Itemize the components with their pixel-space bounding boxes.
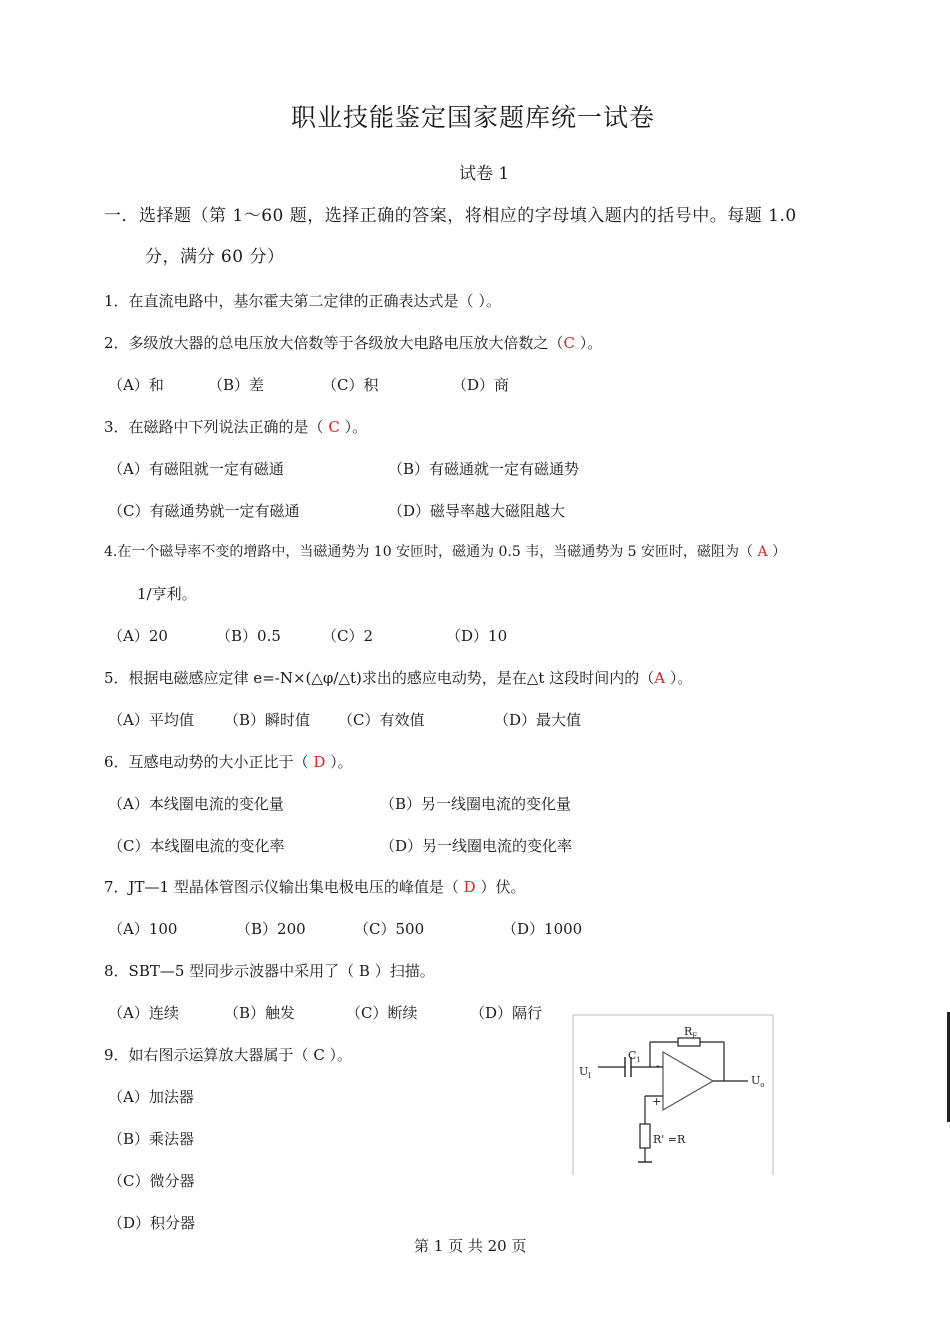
option-5d: （D）最大值 bbox=[494, 711, 582, 729]
option-8d: （D）隔行 bbox=[470, 1004, 543, 1022]
option-6c: （C）本线圈电流的变化率 bbox=[108, 837, 285, 855]
option-3d: （D）磁导率越大磁阻越大 bbox=[388, 502, 566, 520]
option-2c: （C）积 bbox=[322, 376, 379, 394]
option-9c: （C）微分器 bbox=[108, 1172, 195, 1190]
question-3-end: ）。 bbox=[339, 418, 368, 436]
option-7d: （D）1000 bbox=[502, 920, 583, 938]
option-3a: （A）有磁阻就一定有磁通 bbox=[108, 460, 284, 478]
question-8: 8．SBT—5 型同步示波器中采用了（ B ）扫描。 bbox=[104, 962, 435, 980]
op-amp-triangle bbox=[663, 1052, 713, 1110]
answer-7: D bbox=[463, 878, 476, 896]
question-4-cont: 1/亨利。 bbox=[137, 585, 197, 603]
option-8b: （B）触发 bbox=[224, 1004, 296, 1022]
option-4a: （A）20 bbox=[108, 627, 168, 645]
question-6-end: ）。 bbox=[325, 753, 353, 771]
question-2-text: 2．多级放大器的总电压放大倍数等于各级放大电路电压放大倍数之（ bbox=[104, 334, 564, 352]
option-2d: （D）商 bbox=[452, 376, 510, 394]
ground-resistor bbox=[640, 1124, 650, 1148]
question-7 bbox=[104, 877, 525, 897]
option-7c: （C）500 bbox=[354, 920, 425, 938]
feedback-resistor-label: $R_F$ bbox=[684, 1025, 698, 1040]
question-3 bbox=[104, 417, 367, 437]
option-2b: （B）差 bbox=[208, 376, 265, 394]
option-9a: （A）加法器 bbox=[108, 1088, 194, 1106]
option-4b: （B）0.5 bbox=[216, 627, 281, 645]
capacitor-label: $C_1$ bbox=[628, 1049, 641, 1064]
option-9b: （B）乘法器 bbox=[108, 1130, 195, 1148]
option-3c: （C）有磁通势就一定有磁通 bbox=[108, 502, 300, 520]
page-footer: 第 1 页 共 20 页 bbox=[414, 1237, 527, 1255]
option-7b: （B）200 bbox=[236, 920, 306, 938]
option-5b: （B）瞬时值 bbox=[224, 711, 311, 729]
option-5c: （C）有效值 bbox=[338, 711, 425, 729]
question-2-end: ）。 bbox=[575, 334, 603, 352]
option-2a: （A）和 bbox=[108, 376, 164, 394]
output-voltage-label: $U_o$ bbox=[751, 1074, 765, 1089]
op-amp-circuit-diagram bbox=[570, 1012, 776, 1178]
option-6b: （B）另一线圈电流的变化量 bbox=[380, 795, 572, 813]
question-4-text: 4.在一个磁导率不变的增路中，当磁通势为 10 安匝时，磁通为 0.5 韦，当磁通势为 5 安匝时，磁阻为（ bbox=[104, 544, 758, 560]
option-7a: （A）100 bbox=[108, 920, 178, 938]
question-7-end: ）伏。 bbox=[475, 878, 526, 896]
answer-2: C bbox=[563, 334, 576, 352]
answer-5: A bbox=[654, 669, 666, 687]
answer-4: A bbox=[757, 544, 768, 560]
question-5-end: ）。 bbox=[665, 669, 693, 687]
section-heading-cont: 分，满分 60 分） bbox=[145, 247, 285, 267]
ground-resistor-label: R' =R bbox=[653, 1133, 686, 1146]
option-8c: （C）断续 bbox=[346, 1004, 418, 1022]
option-5a: （A）平均值 bbox=[108, 711, 194, 729]
question-5 bbox=[104, 668, 692, 688]
answer-6: D bbox=[313, 753, 326, 771]
question-9: 9．如右图示运算放大器属于（ C ）。 bbox=[104, 1046, 353, 1064]
question-3-text: 3．在磁路中下列说法正确的是（ bbox=[104, 418, 329, 436]
question-2 bbox=[104, 333, 602, 353]
option-8a: （A）连续 bbox=[108, 1004, 179, 1022]
option-4d: （D）10 bbox=[446, 627, 508, 645]
noninverting-input-sign: + bbox=[652, 1095, 662, 1108]
option-6a: （A）本线圈电流的变化量 bbox=[108, 795, 284, 813]
option-6d: （D）另一线圈电流的变化率 bbox=[380, 837, 573, 855]
inverting-input-sign: - bbox=[656, 1059, 660, 1072]
option-3b: （B）有磁通就一定有磁通势 bbox=[388, 460, 580, 478]
question-4 bbox=[104, 542, 786, 562]
input-voltage-label: $U_I$ bbox=[579, 1065, 592, 1080]
question-4-end: ） bbox=[767, 544, 787, 560]
question-5-text: 5．根据电磁感应定律 e=-N×(△φ/△t)求出的感应电动势，是在△t 这段时间内的（ bbox=[104, 669, 655, 687]
option-9d: （D）积分器 bbox=[108, 1214, 196, 1232]
page-title: 职业技能鉴定国家题库统一试卷 bbox=[291, 103, 656, 132]
question-6 bbox=[104, 752, 353, 772]
answer-3: C bbox=[328, 418, 340, 436]
option-4c: （C）2 bbox=[322, 627, 374, 645]
section-heading: 一．选择题（第 1～60 题，选择正确的答案，将相应的字母填入题内的括号中。每题 1.0 bbox=[104, 206, 797, 226]
question-7-text: 7．JT—1 型晶体管图示仪输出集电极电压的峰值是（ bbox=[104, 878, 464, 896]
question-6-text: 6．互感电动势的大小正比于（ bbox=[104, 753, 314, 771]
question-1: 1．在直流电路中，基尔霍夫第二定律的正确表达式是（ ）。 bbox=[104, 292, 501, 310]
paper-subtitle: 试卷 1 bbox=[459, 164, 510, 184]
